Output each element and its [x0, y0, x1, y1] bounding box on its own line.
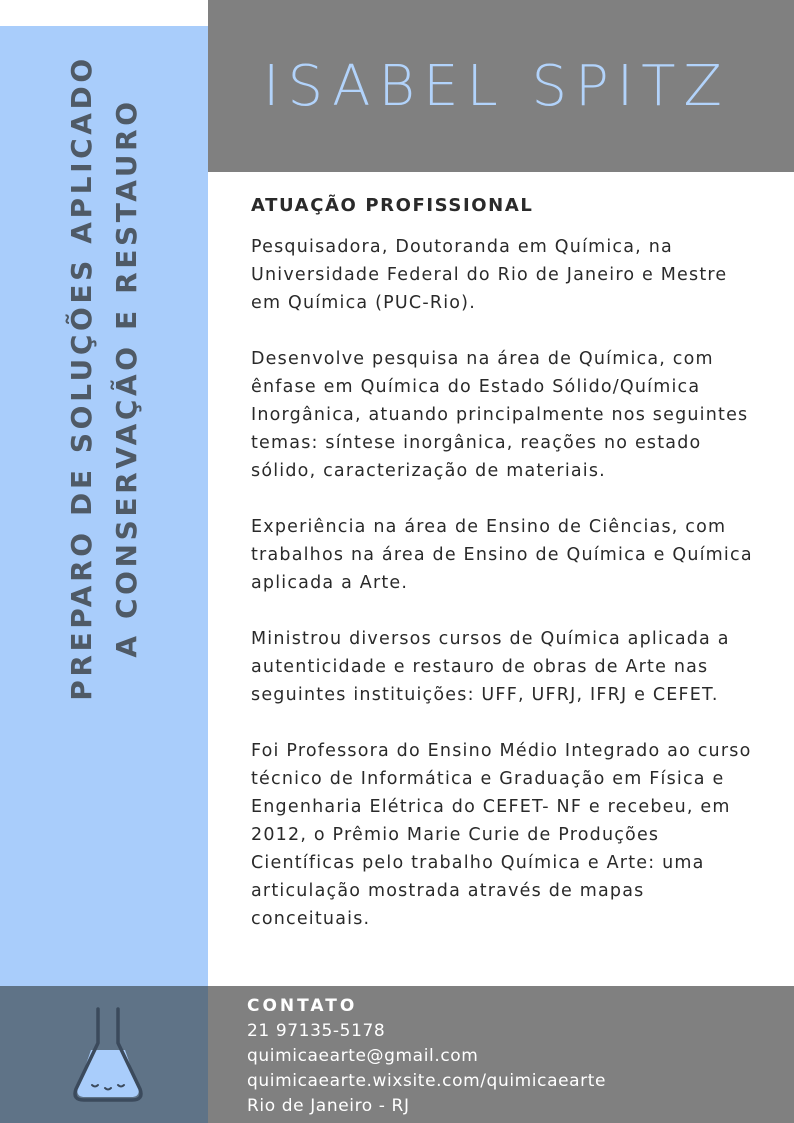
sidebar-title-line-1: PREPARO DE SOLUÇÕES APLICADO — [65, 55, 98, 701]
contact-email: quimicaearte@gmail.com — [247, 1046, 479, 1066]
sidebar-title-line-2: A CONSERVAÇÃO E RESTAURO — [110, 98, 143, 658]
paragraph-3: Experiência na área de Ensino de Ciências, com trabalhos na área de Ensino de Química e Química aplicada a Arte. — [251, 517, 753, 593]
contact-phone: 21 97135-5178 — [247, 1021, 386, 1041]
section-title: ATUAÇÃO PROFISSIONAL — [251, 195, 534, 216]
person-name: ISABEL SPITZ — [263, 54, 730, 119]
contact-location: Rio de Janeiro - RJ — [247, 1096, 410, 1116]
contact-block — [247, 994, 606, 1119]
paragraph-2: Desenvolve pesquisa na área de Química, com ênfase em Química do Estado Sólido/Química Inorgânica, atuando principalmente nos seguintes temas: síntese inorgânica, reações no estado sólido, caracterização de materiais. — [251, 349, 749, 481]
sidebar-vertical-title — [59, 55, 149, 701]
paragraph-1: Pesquisadora, Doutoranda em Química, na Universidade Federal do Rio de Janeiro e Mestre em Química (PUC-Rio). — [251, 237, 728, 313]
contact-title: CONTATO — [247, 996, 358, 1016]
paragraph-4: Ministrou diversos cursos de Química aplicada a autenticidade e restauro de obras de Arte nas seguintes instituições: UFF, UFRJ, IFRJ e CEFET. — [251, 629, 730, 705]
contact-website: quimicaearte.wixsite.com/quimicaearte — [247, 1071, 607, 1091]
main-content — [251, 193, 761, 961]
flask-icon — [68, 1005, 148, 1105]
paragraph-5: Foi Professora do Ensino Médio Integrado ao curso técnico de Informática e Graduação em Física e Engenharia Elétrica do CEFET- NF e recebeu, em 2012, o Prêmio Marie Curie de Produções Científicas pelo trabalho Química e Arte: uma articulação mostrada através de mapas conceituais. — [251, 741, 752, 929]
